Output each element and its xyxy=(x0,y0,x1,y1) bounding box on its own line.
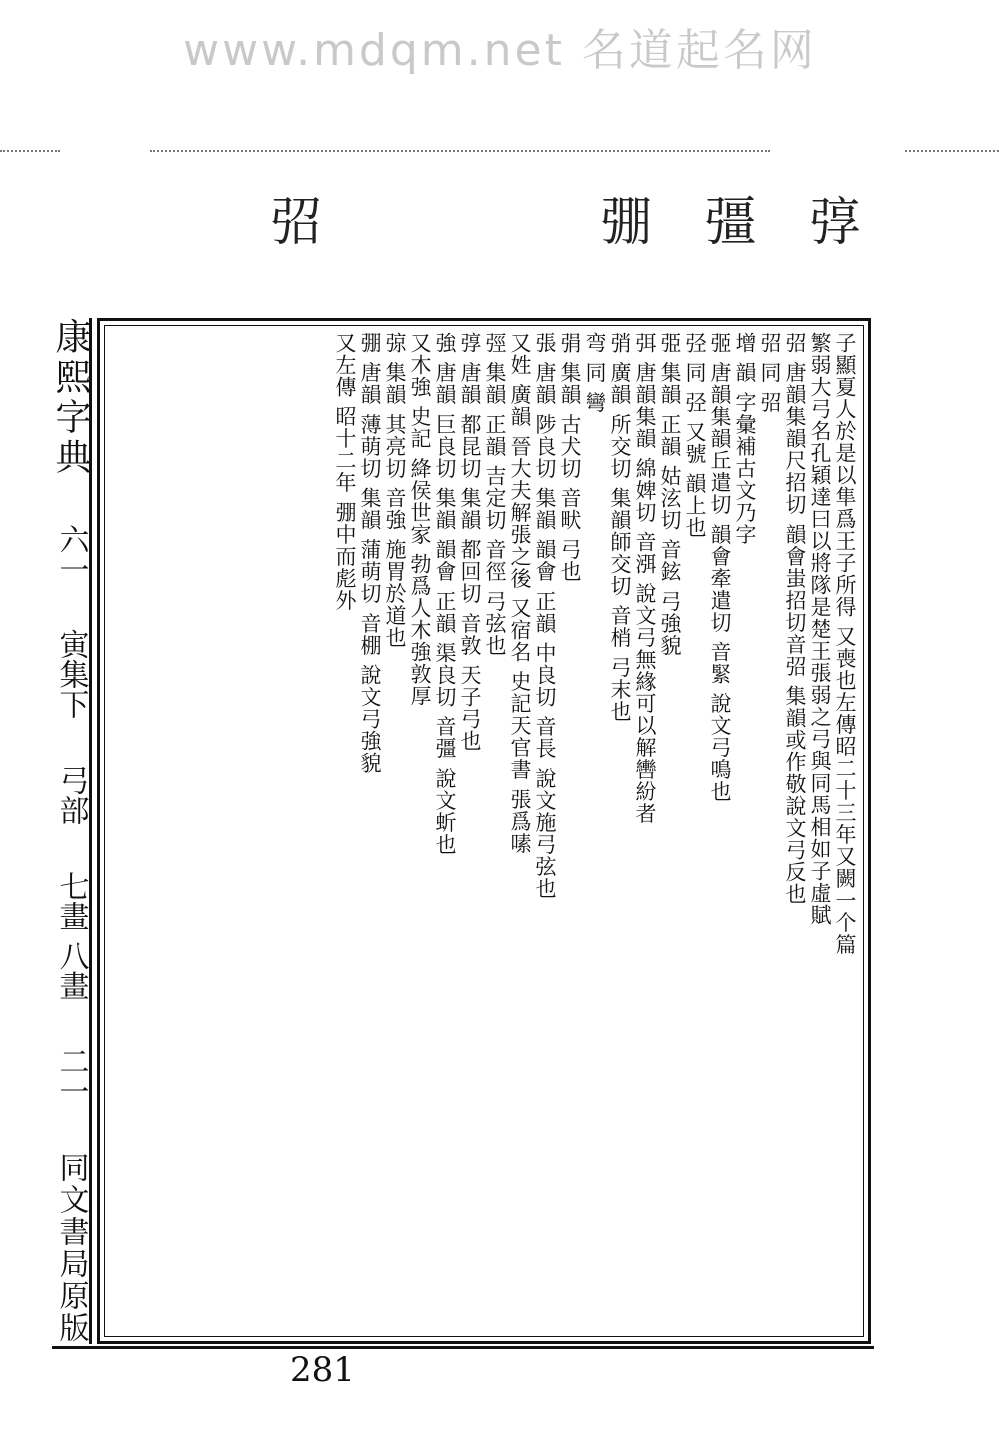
text-column: 弨 同 弨 xyxy=(758,332,782,414)
text-frame xyxy=(97,318,871,1344)
sidebar-radical: 弓部 xyxy=(53,765,89,826)
text-column: 弳 集韻 正韻 吉定切 音徑 弓弦也 xyxy=(483,332,507,657)
text-column: 弨 唐韻集韻尺招切 韻會蚩招切音弨 集韻或作敬說文弓反也 xyxy=(783,332,807,906)
sidebar-folio: 二一 xyxy=(53,1046,89,1107)
text-column: 子顯夏人於是以隼爲王子所得 又喪也左傳昭二十三年又闕一个篇 xyxy=(833,332,857,956)
text-column: 又木強 史記 絳侯世家 勃爲人木強敦厚 xyxy=(408,332,432,708)
text-column: 張 唐韻 陟良切 集韻 韻會 正韻 中良切 音長 說文施弓弦也 xyxy=(533,332,557,900)
text-column: 弭 唐韻集韻 綿婢切 音渳 說文弓無緣可以解轡紛者 xyxy=(633,332,657,825)
sidebar-title: 康熙字典 xyxy=(50,318,91,478)
text-column: 弯 同 彎 xyxy=(583,332,607,414)
text-column: 弪 同 弪 又號 韻上也 xyxy=(683,332,707,539)
text-column: 弶 集韻 其亮切 音強 施胃於道也 xyxy=(383,332,407,649)
text-column: 弸 唐韻 薄萌切 集韻 蒲萌切 音棚 說文弓強貌 xyxy=(358,332,382,775)
top-dotted-rule-left xyxy=(0,150,60,152)
top-dotted-rule-center xyxy=(150,150,770,152)
text-column: 繁弱大弓名孔穎達曰以將隊是楚王張弱之弓與同馬相如子虛賦 xyxy=(808,332,832,926)
seal-script-left: 弨 xyxy=(270,193,341,253)
text-column: 弰 廣韻 所交切 集韻師交切 音梢 弓末也 xyxy=(608,332,632,723)
text-column: 強 唐韻 巨良切 集韻 韻會 正韻 渠良切 音彊 說文蚚也 xyxy=(433,332,457,856)
page-number: 281 xyxy=(290,1350,355,1390)
text-frame-inner xyxy=(104,325,864,1337)
sidebar-publisher: 同文書局原版 xyxy=(53,1151,89,1344)
watermark: www.mdqm.net 名道起名网 xyxy=(183,25,817,76)
sidebar xyxy=(52,318,92,1344)
text-column: 弴 唐韻 都昆切 集韻 都回切 音敦 天子弓也 xyxy=(458,332,482,753)
text-column: 又左傳 昭十二年 弸中而彪外 xyxy=(333,332,357,612)
text-column: 弲 集韻 古犬切 音畎 弓也 xyxy=(558,332,582,583)
sidebar-section: 寅集下 xyxy=(53,629,89,720)
text-column: 弬 唐韻集韻丘遣切 韻會牽遣切 音緊 說文弓鳴也 xyxy=(708,332,732,803)
sidebar-volume: 六一 xyxy=(53,523,89,584)
text-column: 增 韻 字彙補古文乃字 xyxy=(733,332,757,546)
top-dotted-rule-right xyxy=(905,150,999,152)
text-column: 弫 集韻 正韻 姑泫切 音鉉 弓強貌 xyxy=(658,332,682,657)
bottom-rule xyxy=(52,1346,874,1349)
sidebar-strokes: 七畫 八畫 xyxy=(53,870,89,1001)
text-column: 又姓 廣韻 晉大夫解張之後 又宿名 史記天官書 張爲嗉 xyxy=(508,332,532,855)
text-columns xyxy=(111,332,857,1330)
seal-script-right: 弸 彊 弴 xyxy=(600,193,880,253)
